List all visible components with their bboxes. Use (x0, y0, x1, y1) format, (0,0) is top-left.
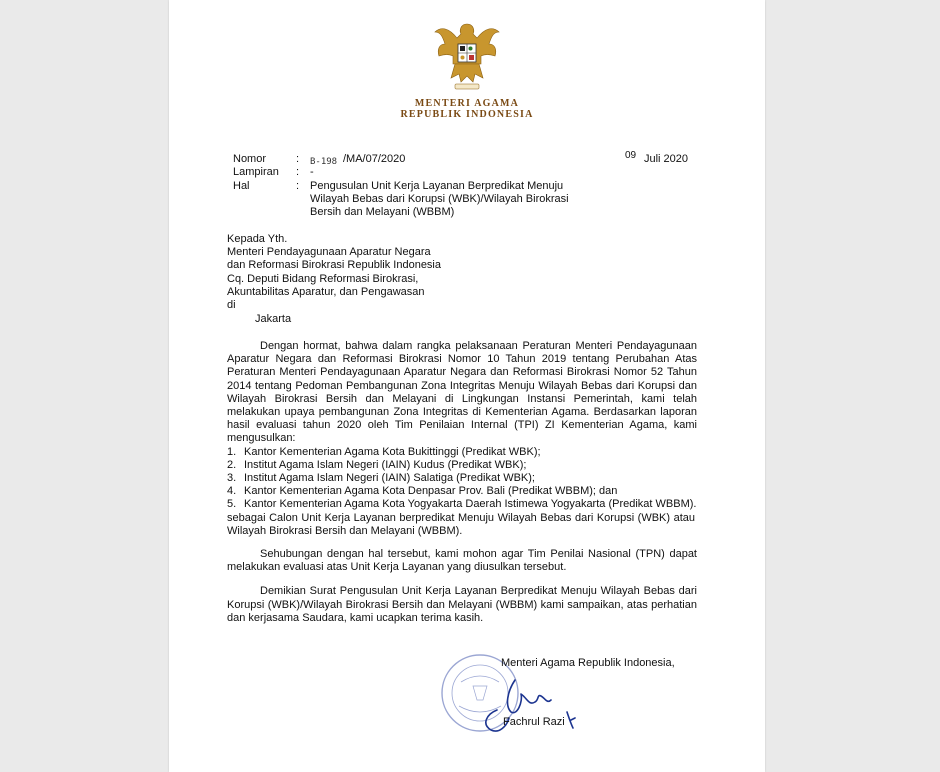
list-text: Kantor Kementerian Agama Kota Bukittinggi (Predikat WBK); (244, 445, 541, 458)
hal-label: Hal (233, 180, 250, 192)
nomor-label: Nomor (233, 153, 267, 165)
hal-line-1: Pengusulan Unit Kerja Layanan Berpredikat Menuju (310, 180, 564, 192)
lampiran-value: - (310, 166, 314, 178)
recipient-line-3: dan Reformasi Birokrasi Republik Indonesia (227, 259, 441, 271)
letter-body (227, 340, 697, 625)
list-number: 4. (227, 485, 237, 498)
recipient-line-1: Kepada Yth. (227, 233, 288, 245)
recipient-city: Jakarta (255, 313, 292, 325)
paragraph-after-list: sebagai Calon Unit Kerja Layanan berpredikat Menuju Wilayah Bebas dari Korupsi (WBK) atau Wilayah Birokrasi Bersih dan Melayani (WBBM). (227, 511, 695, 537)
list-number: 3. (227, 472, 237, 485)
lampiran-colon: : (296, 166, 300, 178)
nomor-colon: : (296, 153, 300, 165)
recipient-line-6: di (227, 299, 236, 311)
nomor-handwritten: B-198 (310, 157, 338, 167)
letterhead-line-1: MENTERI AGAMA (414, 98, 520, 109)
list-number: 2. (227, 458, 237, 471)
hal-line-2: Wilayah Bebas dari Korupsi (WBK)/Wilayah Birokrasi (310, 193, 569, 205)
list-text: Institut Agama Islam Negeri (IAIN) Salatiga (Predikat WBK); (244, 472, 535, 485)
list-item (227, 485, 697, 498)
letter-page (169, 0, 765, 772)
paragraph-1: Dengan hormat, bahwa dalam rangka pelaksanaan Peraturan Menteri Pendayagunaan Aparatur Negara dan Reformasi Birokrasi Nomor 10 Tahun 2019 tentang Perubahan Atas Peraturan Menteri Pendayagunaan Aparatur Negara dan Reformasi Birokrasi Nomor 52 Tahun 2014 tentang Pedoman Pembangunan Zona Integritas Menuju Wilayah Bebas dari Korupsi dan Wilayah Birokrasi Bersih dan Melayani di Lingkungan Instansi Pemerintah, kami telah melakukan upaya pembangunan Zona Integritas di Kementerian Agama. Berdasarkan laporan hasil evaluasi tahun 2020 oleh Tim Penilaian Internal (TPI) ZI Kementerian Agama, kami mengusulkan: (227, 340, 697, 445)
date-day: 09 (625, 150, 637, 161)
letterhead-line-2: REPUBLIK INDONESIA (400, 109, 534, 120)
hal-line-3: Bersih dan Melayani (WBBM) (310, 206, 455, 218)
date-rest: Juli 2020 (644, 153, 689, 165)
list-number: 1. (227, 445, 237, 458)
list-item (227, 498, 697, 511)
closing-title: Menteri Agama Republik Indonesia, (501, 657, 675, 669)
nomor-value: /MA/07/2020 (343, 153, 406, 165)
list-text: Institut Agama Islam Negeri (IAIN) Kudus (Predikat WBK); (244, 458, 527, 471)
hal-colon: : (296, 180, 300, 192)
recipient-line-2: Menteri Pendayagunaan Aparatur Negara (227, 246, 431, 258)
list-number: 5. (227, 498, 237, 511)
list-item (227, 446, 697, 459)
recipient-line-4: Cq. Deputi Bidang Reformasi Birokrasi, (227, 273, 419, 285)
paragraph-2: Sehubungan dengan hal tersebut, kami mohon agar Tim Penilai Nasional (TPN) dapat melakukan evaluasi atas Unit Kerja Layanan yang diusulkan tersebut. (227, 548, 697, 574)
recipient-line-5: Akuntabilitas Aparatur, dan Pengawasan (227, 286, 425, 298)
garuda-pancasila-emblem-icon (431, 18, 503, 94)
list-text: Kantor Kementerian Agama Kota Yogyakarta Daerah Istimewa Yogyakarta (Predikat WBBM). (244, 498, 697, 511)
lampiran-label: Lampiran (233, 166, 279, 178)
list-item (227, 472, 697, 485)
signatory-name: Fachrul Razi (503, 716, 565, 728)
list-item (227, 459, 697, 472)
list-text: Kantor Kementerian Agama Kota Denpasar Prov. Bali (Predikat WBBM); dan (244, 485, 618, 498)
paragraph-3: Demikian Surat Pengusulan Unit Kerja Layanan Berpredikat Menuju Wilayah Bebas dari Korupsi (WBK)/Wilayah Birokrasi Bersih dan Melayani (WBBM) kami sampaikan, atas perhatian dan kerjasama Saudara, kami ucapkan terima kasih. (227, 585, 697, 624)
nominee-list (227, 446, 697, 512)
